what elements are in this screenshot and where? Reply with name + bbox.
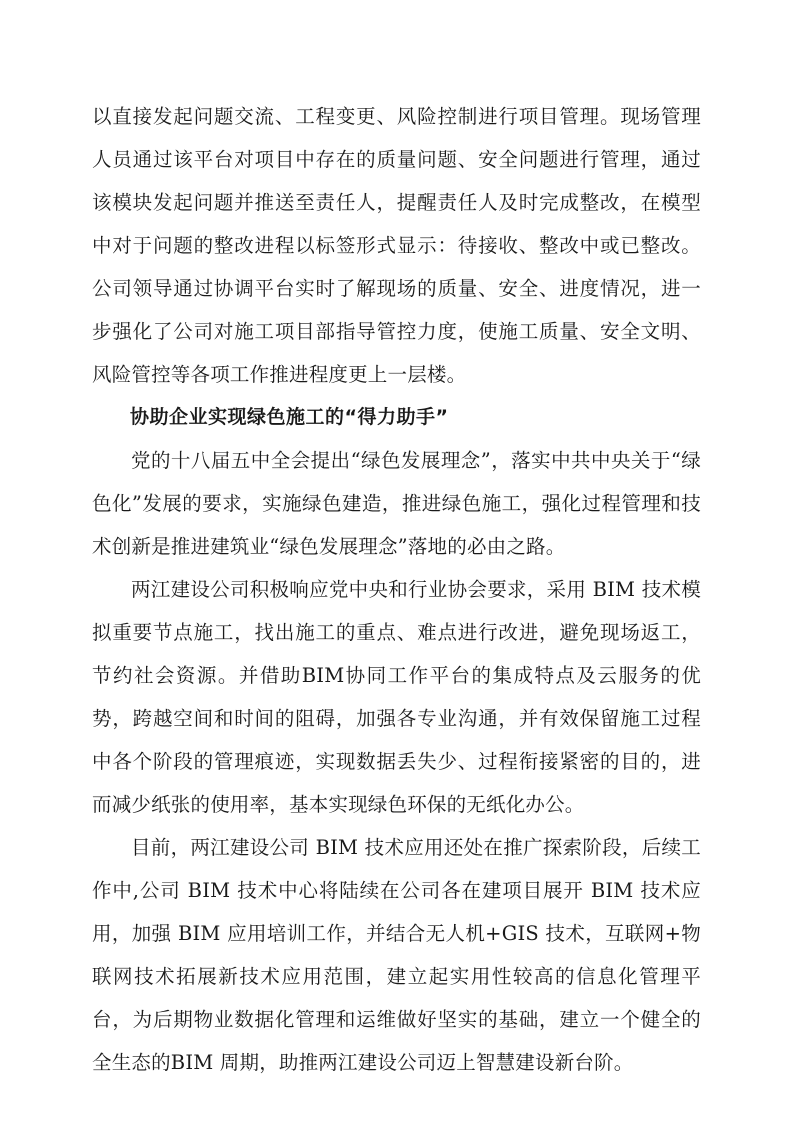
paragraph-bim-simulation: 两江建设公司积极响应党中央和行业协会要求，采用 BIM 技术模拟重要节点施工，找出施工的重点、难点进行改进，避免现场返工，节约社会资源。并借助BIM协同工作平台的集成特点及云服务的优势，跨越空间和时间的阻碍，加强各专业沟通，并有效保留施工过程中各个阶段的管理痕迹，实现数据丢失少、过程衔接紧密的目的，进而减少纸张的使用率，基本实现绿色环保的无纸化办公。 (92, 578, 701, 816)
paragraph-green-concept: 党的十八届五中全会提出“绿色发展理念”，落实中共中央关于“绿色化”发展的要求，实施绿色建造，推进绿色施工，强化过程管理和技术创新是推进建筑业“绿色发展理念”落地的必由之路。 (92, 449, 701, 558)
paragraph-current-status: 目前，两江建设公司 BIM 技术应用还处在推广探索阶段，后续工作中,公司 BIM 技术中心将陆续在公司各在建项目展开 BIM 技术应用，加强 BIM 应用培训工作，并结合无人机+GIS 技术，互联网+物联网技术拓展新技术应用范围，建立起实用性较高的信息化管理平台，为后期物业数据化管理和运维做好坚实的基础，建立一个健全的全生态的BIM 周期，助推两江建设公司迈上智慧建设新台阶。 (92, 836, 701, 1074)
section-heading: 协助企业实现绿色施工的“得力助手” (130, 406, 449, 428)
document-body (92, 95, 701, 1084)
paragraph-continuation: 以直接发起问题交流、工程变更、风险控制进行项目管理。现场管理人员通过该平台对项目中存在的质量问题、安全问题进行管理，通过该模块发起问题并推送至责任人，提醒责任人及时完成整改，在模型中对于问题的整改进程以标签形式显示：待接收、整改中或已整改。公司领导通过协调平台实时了解现场的质量、安全、进度情况，进一步强化了公司对施工项目部指导管控力度，使施工质量、安全文明、风险管控等各项工作推进程度更上一层楼。 (92, 105, 701, 386)
